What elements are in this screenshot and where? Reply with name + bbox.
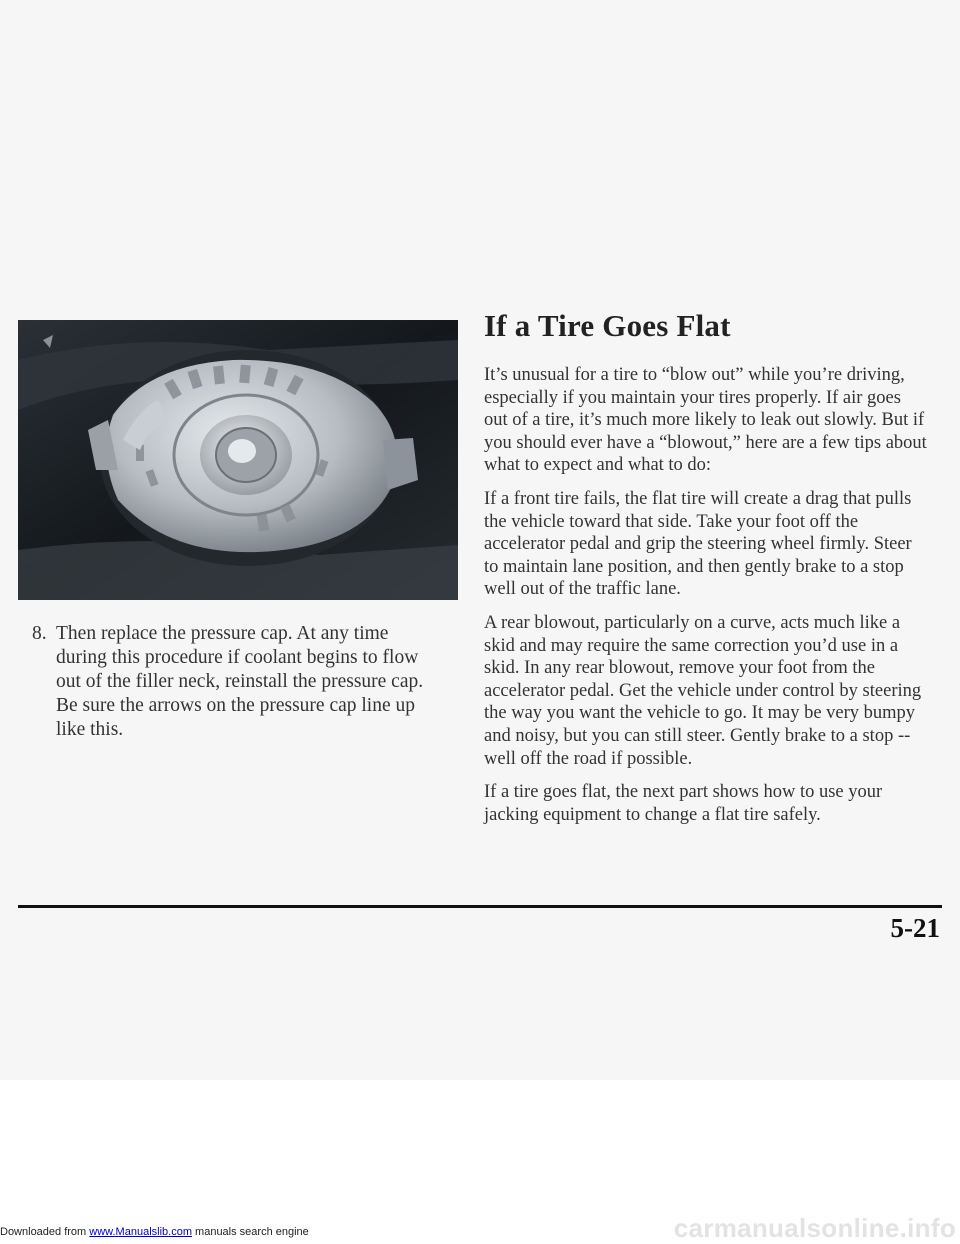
section-body [484,364,929,837]
step-text: Then replace the pressure cap. At any time during this procedure if coolant begins to flow out of the filler neck, reinstall the pressure cap. Be sure the arrows on the pressure cap line up like this. [56,623,424,740]
step-number: 8. [32,623,47,644]
download-prefix: Downloaded from [0,1226,90,1238]
watermark: carmanualsonline.info [673,1213,956,1243]
paragraph: It’s unusual for a tire to “blow out” while you’re driving, especially if you maintain your tires properly. If air goes out of a tire, it’s much more likely to leak out slowly. But if you should ever have a “blowout,” here are a few tips about what to expect and what to do: [484,365,927,476]
pressure-cap-photo [18,320,458,600]
paragraph: A rear blowout, particularly on a curve, acts much like a skid and may require the same correction you’d use in a skid. In any rear blowout, remove your foot from the accelerator pedal. Get the vehicle under control by steering the way you want the vehicle to go. It may be very bumpy and noisy, but you can still steer. Gently brake to a stop -- well off the road if possible. [484,612,922,769]
download-suffix: manuals search engine [191,1226,309,1238]
section-title: If a Tire Goes Flat [484,308,731,343]
paragraph: If a front tire fails, the flat tire will create a drag that pulls the vehicle toward that side. Take your foot off the accelerator pedal and grip the steering wheel firmly. Steer to maintain lane position, and then gently brake to a stop well out of the traffic lane. [484,488,912,600]
footer-divider [18,905,942,908]
list-item [32,622,437,742]
download-notice [0,1226,309,1238]
page-number: 5-21 [890,913,940,943]
manualslib-link[interactable]: www.Manualslib.com [89,1226,192,1238]
procedure-step-list [32,622,437,742]
paragraph: If a tire goes flat, the next part shows how to use your jacking equipment to change a flat tire safely. [484,782,883,825]
